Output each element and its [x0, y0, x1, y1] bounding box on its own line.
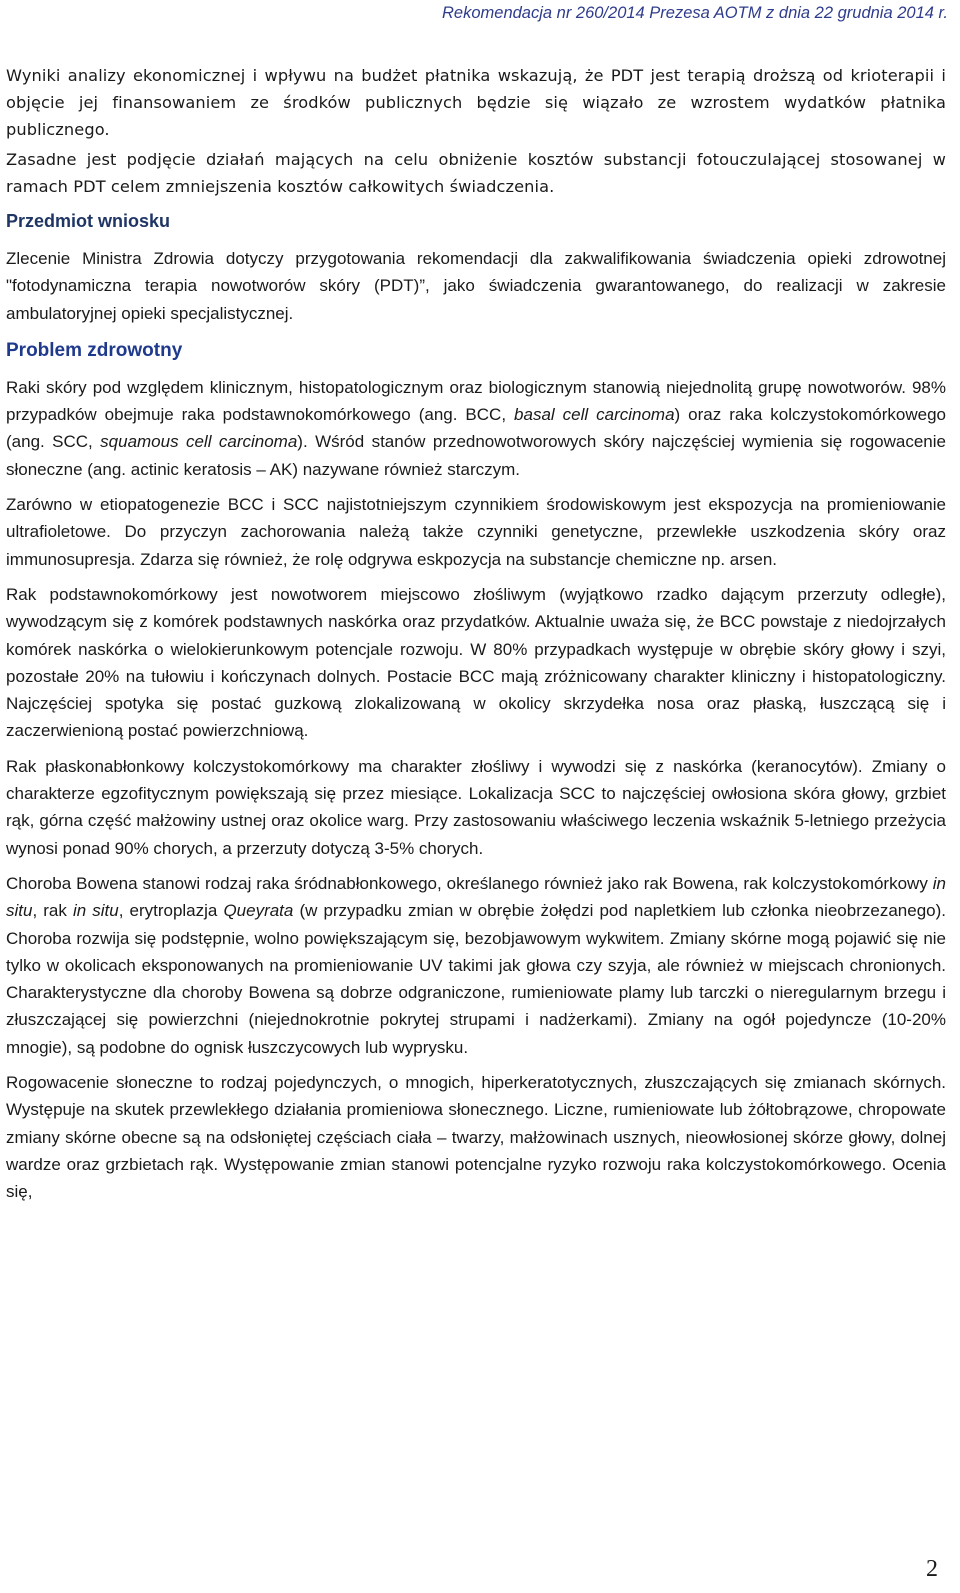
- text-segment-italic: in situ: [72, 901, 119, 921]
- text-segment: , rak: [32, 901, 73, 921]
- paragraph-etiopathogenesis: Zarówno w etiopatogenezie BCC i SCC najistotniejszym czynnikiem środowiskowym jest ekspozycja na promieniowanie ultrafioletowe. Do przyczyn zachorowania należą także czynniki genetyczne, przewlekłe uszkodzenia skóry oraz immunosupresja. Zdarza się również, że rolę odgrywa eskpozycja na substancje chemiczne np. arsen.: [6, 495, 946, 569]
- page-number: 2: [926, 1556, 938, 1582]
- paragraph-bowen-disease: [6, 870, 946, 1061]
- text-segment-italic: Queyrata: [223, 901, 294, 921]
- heading-przedmiot-wniosku: Przedmiot wniosku: [6, 211, 171, 231]
- paragraph-actinic-keratosis: Rogowacenie słoneczne to rodzaj pojedynczych, o mnogich, hiperkeratotycznych, złuszczających się zmianach skórnych. Występuje na skutek przewlekłego działania promieniowa słonecznego. Liczne, rumieniowate lub żółtobrązowe, chropowate zmiany skórne obecne są na odsłoniętej częściach ciała – twarzy, małżowinach usznych, nieowłosionej skórze głowy, dolnej wardze oraz grzbietach rąk. Występowanie zmian stanowi potencjalne ryzyko rozwoju raka kolczystokomórkowego. Ocenia się,: [6, 1073, 946, 1202]
- text-segment: ) oraz raka kolczystokomórkowego (ang. SCC,: [6, 405, 946, 452]
- text-segment: Raki skóry pod względem klinicznym, histopatologicznym oraz biologicznym stanowią niejednolitą grupę nowotworów. 98% przypadków obejmuje raka podstawnokomórkowego (ang. BCC,: [6, 377, 946, 425]
- text-segment-italic: in situ: [6, 873, 946, 921]
- paragraph-cost-reduction: Zasadne jest podjęcie działań mających na celu obniżenie kosztów substancji fotouczulającej stosowanej w ramach PDT celem zmniejszenia kosztów całkowitych świadczenia.: [6, 150, 946, 196]
- text-segment-italic: basal cell carcinoma: [514, 405, 675, 425]
- paragraph-skin-cancers: [6, 374, 946, 483]
- text-segment-italic: squamous cell carcinoma: [100, 432, 298, 452]
- paragraph-przedmiot-wniosku: Zlecenie Ministra Zdrowia dotyczy przygotowania rekomendacji dla zakwalifikowania świadczenia opieki zdrowotnej "fotodynamiczna terapia nowotworów skóry (PDT)”, jako świadczenia gwarantowanego, do realizacji w zakresie ambulatoryjnej opieki specjalistycznej.: [6, 249, 946, 323]
- paragraph-bcc: Rak podstawnokomórkowy jest nowotworem miejscowo złośliwym (wyjątkowo rzadko dającym przerzuty odległe), wywodzącym się z komórek podstawnych naskórka oraz przydatków. Aktualnie uważa się, że BCC powstaje z niedojrzałych komórek naskórka o wielokierunkowym potencjale rozwoju. W 80% przypadkach występuje w obrębie skóry głowy i szyi, pozostałe 20% na tułowiu i kończynach dolnych. Postacie BCC mają zróżnicowany charakter kliniczny i histopatologiczny. Najczęściej spotyka się postać guzkową zlokalizowaną w okolicy skrzydełka nosa oraz płaską, łuszczącą się i zaczerwienioną postać powierzchniową.: [6, 584, 946, 741]
- document-header: Rekomendacja nr 260/2014 Prezesa AOTM z dnia 22 grudnia 2014 r.: [442, 4, 948, 22]
- paragraph-economic-analysis: Wyniki analizy ekonomicznej i wpływu na budżet płatnika wskazują, że PDT jest terapią droższą od krioterapii i objęcie jej finansowaniem ze środków publicznych będzie się wiązało ze wzrostem wydatków płatnika publicznego.: [6, 66, 946, 139]
- text-segment: , erytroplazja: [118, 901, 224, 921]
- paragraph-scc: Rak płaskonabłonkowy kolczystokomórkowy ma charakter złośliwy i wywodzi się z naskórka (keranocytów). Zmiany o charakterze egzofitycznym powiększają się przez miesiące. Lokalizacja SCC to najczęściej owłosiona skóra głowy, grzbiet rąk, górna część małżowiny ustnej oraz okolice warg. Przy zastosowaniu właściwego leczenia wskaźnik 5-letniego przeżycia wynosi ponad 90% chorych, a przerzuty dotyczą 3-5% chorych.: [6, 756, 946, 858]
- page-content: [6, 62, 946, 1206]
- heading-problem-zdrowotny: Problem zdrowotny: [6, 339, 183, 361]
- text-segment: Choroba Bowena stanowi rodzaj raka śródnabłonkowego, określanego również jako rak Bowena, rak kolczystokomórkowy: [6, 873, 933, 893]
- text-segment: ). Wśród stanów przednowotworowych skóry najczęściej wymienia się rogowacenie słoneczne (ang. actinic keratosis – AK) nazywane również starczym.: [6, 432, 946, 479]
- text-segment: (w przypadku zmian w obrębie żołędzi pod napletkiem lub członka nieobrzezanego). Choroba rozwija się podstępnie, wolno powiększającym się, bezobjawowym wykwitem. Zmiany skórne mogą pojawić się nie tylko w okolicach eksponowanych na promieniowanie UV takimi jak głowa czy szyja, ale również w miejscach chronionych. Charakterystyczne dla choroby Bowena są dobrze odgraniczone, rumieniowate plamy lub tarczki o nieregularnym brzegu i złuszczającej się powierzchni (niejednokrotnie pokrytej strupami i nadżerkami). Zmiany na ogół pojedyncze (10-20% mnogie), są podobne do ognisk łuszczycowych lub wyprysku.: [6, 901, 946, 1057]
